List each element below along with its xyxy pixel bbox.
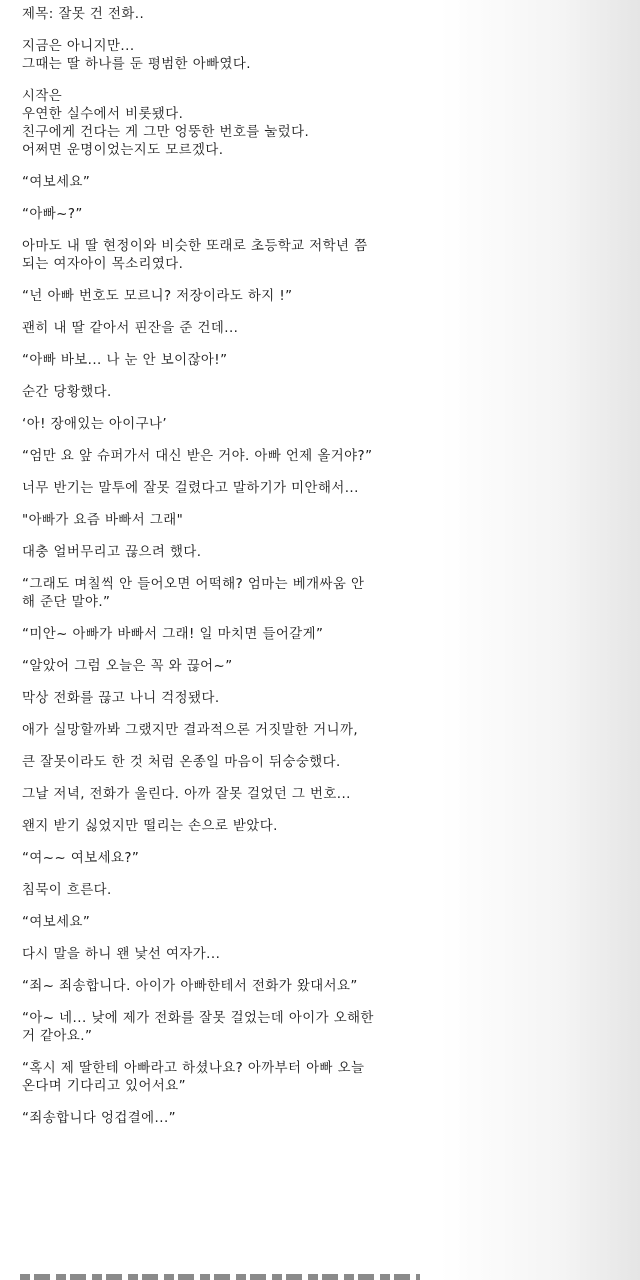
paragraph bbox=[22, 6, 422, 24]
text-line: 막상 전화를 끊고 나니 걱정됐다. bbox=[22, 691, 220, 706]
paragraph bbox=[22, 754, 422, 772]
text-line: 침묵이 흐른다. bbox=[22, 883, 112, 898]
text-line: 지금은 아니지만... bbox=[22, 39, 135, 54]
paragraph bbox=[22, 722, 422, 740]
text-line: “아빠 바보... 나 눈 안 보이잖아!” bbox=[22, 353, 228, 368]
text-line: “혹시 제 딸한테 아빠라고 하셨나요? 아까부터 아빠 오늘 bbox=[22, 1061, 365, 1076]
text-line: 대충 얼버무리고 끊으려 했다. bbox=[22, 545, 202, 560]
text-line: “그래도 며칠씩 안 들어오면 어떡해? 엄마는 베개싸움 안 bbox=[22, 577, 365, 592]
paragraph bbox=[22, 288, 422, 306]
story-text bbox=[22, 6, 422, 1142]
text-line: 온다며 기다리고 있어서요” bbox=[22, 1079, 187, 1094]
text-line: 애가 실망할까봐 그랬지만 결과적으론 거짓말한 거니까, bbox=[22, 723, 359, 738]
text-line: “여~~ 여보세요?” bbox=[22, 851, 140, 866]
paragraph bbox=[22, 206, 422, 224]
paragraph bbox=[22, 544, 422, 562]
text-line: 해 준단 말야.” bbox=[22, 595, 111, 610]
paragraph bbox=[22, 786, 422, 804]
scan-shadow bbox=[440, 0, 640, 1280]
paragraph bbox=[22, 882, 422, 900]
paragraph bbox=[22, 690, 422, 708]
text-line: 괜히 내 딸 같아서 핀잔을 준 건데... bbox=[22, 321, 239, 336]
text-line: 그때는 딸 하나를 둔 평범한 아빠였다. bbox=[22, 57, 252, 72]
text-line: “미안~ 아빠가 바빠서 그래! 일 마치면 들어갈게” bbox=[22, 627, 324, 642]
text-line: 순간 당황했다. bbox=[22, 385, 112, 400]
paragraph bbox=[22, 352, 422, 370]
text-line: “아빠~?” bbox=[22, 207, 83, 222]
text-line: 다시 말을 하니 왠 낯선 여자가... bbox=[22, 947, 221, 962]
paragraph bbox=[22, 850, 422, 868]
paragraph bbox=[22, 238, 422, 274]
text-line: “엄만 요 앞 슈퍼가서 대신 받은 거야. 아빠 언제 올거야?” bbox=[22, 449, 373, 464]
paragraph bbox=[22, 914, 422, 932]
paragraph bbox=[22, 818, 422, 836]
text-line: 큰 잘못이라도 한 것 처럼 온종일 마음이 뒤숭숭했다. bbox=[22, 755, 341, 770]
paragraph bbox=[22, 480, 422, 498]
paragraph bbox=[22, 1010, 422, 1046]
text-line: “알았어 그럼 오늘은 꼭 와 끊어~” bbox=[22, 659, 233, 674]
text-line: ‘아! 장애있는 아이구나’ bbox=[22, 417, 168, 432]
paragraph bbox=[22, 448, 422, 466]
text-line: “죄~ 죄송합니다. 아이가 아빠한테서 전화가 왔대서요” bbox=[22, 979, 358, 994]
paragraph bbox=[22, 946, 422, 964]
paragraph bbox=[22, 88, 422, 160]
text-line: 왠지 받기 싫었지만 떨리는 손으로 받았다. bbox=[22, 819, 278, 834]
text-line: 되는 여자아이 목소리였다. bbox=[22, 257, 184, 272]
text-line: 시작은 bbox=[22, 89, 63, 104]
text-line: 친구에게 건다는 게 그만 엉뚱한 번호를 눌렀다. bbox=[22, 125, 310, 140]
paragraph bbox=[22, 1060, 422, 1096]
paragraph bbox=[22, 512, 422, 530]
paragraph bbox=[22, 978, 422, 996]
text-line: 너무 반기는 말투에 잘못 걸렸다고 말하기가 미안해서... bbox=[22, 481, 359, 496]
paragraph bbox=[22, 576, 422, 612]
text-line: 거 같아요.” bbox=[22, 1029, 93, 1044]
cut-off-next-line bbox=[20, 1274, 420, 1280]
paragraph bbox=[22, 174, 422, 192]
paragraph bbox=[22, 416, 422, 434]
text-line: “여보세요” bbox=[22, 175, 91, 190]
text-line: 그날 저녁, 전화가 울린다. 아까 잘못 걸었던 그 번호... bbox=[22, 787, 351, 802]
text-line: "아빠가 요즘 바빠서 그래" bbox=[22, 513, 184, 528]
text-line: “죄송합니다 엉겁결에...” bbox=[22, 1111, 177, 1126]
text-line: 어쩌면 운명이었는지도 모르겠다. bbox=[22, 143, 224, 158]
paragraph bbox=[22, 626, 422, 644]
text-line: 제목: 잘못 건 전화.. bbox=[22, 7, 145, 22]
paragraph bbox=[22, 384, 422, 402]
text-line: “넌 아빠 번호도 모르니? 저장이라도 하지 !” bbox=[22, 289, 293, 304]
paragraph bbox=[22, 38, 422, 74]
paragraph bbox=[22, 320, 422, 338]
text-line: 아마도 내 딸 현정이와 비슷한 또래로 초등학교 저학년 쯤 bbox=[22, 239, 368, 254]
paragraph bbox=[22, 1110, 422, 1128]
paragraph bbox=[22, 658, 422, 676]
text-line: “아~ 네... 낮에 제가 전화를 잘못 걸었는데 아이가 오해한 bbox=[22, 1011, 374, 1026]
text-line: 우연한 실수에서 비롯됐다. bbox=[22, 107, 184, 122]
text-line: “여보세요” bbox=[22, 915, 91, 930]
